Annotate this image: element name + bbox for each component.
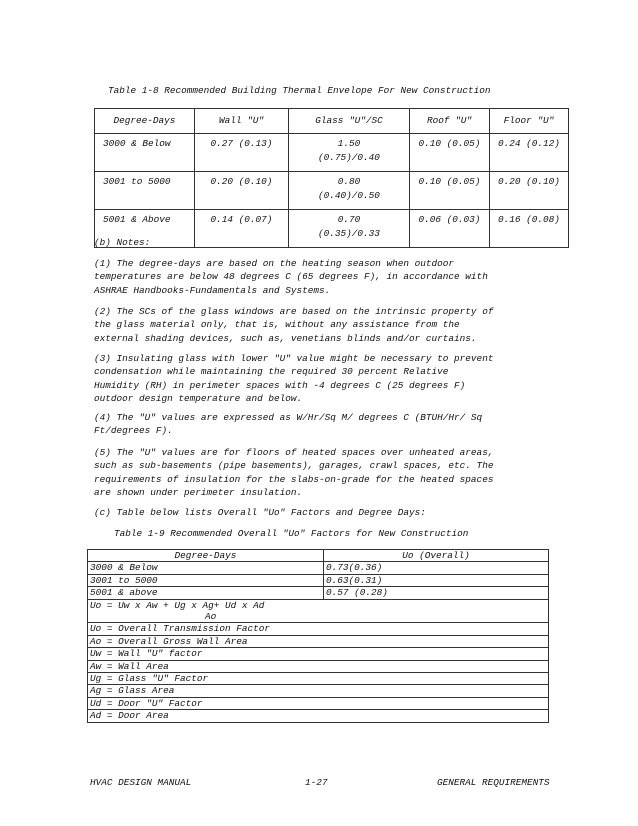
note-line: temperatures are below 48 degrees C (65 degrees F), in accordance with [94, 271, 488, 283]
notes-heading: (b) Notes: [94, 237, 151, 248]
footer-section-title: GENERAL REQUIREMENTS [437, 777, 550, 788]
wall-u-cell: 0.20 (0.10) [195, 172, 289, 210]
definition-cell: Uo = Overall Transmission Factor [88, 623, 549, 635]
note-line: Humidity (RH) in perimeter spaces with -4 degrees C (25 degrees F) [94, 379, 466, 391]
definition-row [88, 697, 549, 709]
note-5 [94, 446, 554, 499]
floor-u-cell: 0.20 (0.10) [490, 172, 569, 210]
note-line: ASHRAE Handbooks-Fundamentals and Systems. [94, 284, 331, 296]
note-line: the glass material only, that is, without any assistance from the [94, 319, 460, 331]
glass-sc-value: (0.35)/0.33 [318, 228, 380, 239]
note-line: are shown under perimeter insulation. [94, 486, 303, 498]
roof-u-cell: 0.10 (0.05) [410, 134, 490, 172]
floor-u-cell: 0.16 (0.08) [490, 210, 569, 248]
header-uo-overall: Uo (Overall) [324, 550, 549, 562]
wall-u-cell: 0.27 (0.13) [195, 134, 289, 172]
footer-page-number: 1-27 [305, 777, 328, 788]
definition-row [88, 623, 549, 635]
note-1 [94, 257, 554, 297]
note-line: condensation while maintaining the required 30 percent Relative [94, 366, 449, 378]
roof-u-cell: 0.06 (0.03) [410, 210, 490, 248]
equation-denominator: Ao [205, 611, 217, 623]
wall-u-cell: 0.14 (0.07) [195, 210, 289, 248]
floor-u-cell: 0.24 (0.12) [490, 134, 569, 172]
uo-equation [88, 599, 549, 623]
header-degree-days: Degree-Days [95, 109, 195, 134]
definition-cell: Uw = Wall "U" factor [88, 648, 549, 660]
item-c: (c) Table below lists Overall "Uo" Factors and Degree Days: [94, 507, 426, 518]
table-row [88, 587, 549, 599]
uo-cell: 0.73(0.36) [324, 562, 549, 574]
degree-days-cell: 3001 to 5000 [95, 172, 195, 210]
glass-sc-value: (0.40)/0.50 [318, 190, 380, 201]
note-3 [94, 352, 554, 405]
degree-days-cell: 3001 to 5000 [88, 574, 324, 586]
note-line: outdoor design temperature and below. [94, 392, 303, 404]
table-header-row [95, 109, 569, 134]
note-line: external shading devices, such as, venetians blinds and/or curtains. [94, 332, 477, 344]
definition-row [88, 635, 549, 647]
note-4 [94, 411, 554, 438]
header-wall-u: Wall "U" [195, 109, 289, 134]
header-glass-u-sc: Glass "U"/SC [289, 109, 410, 134]
definition-row [88, 710, 549, 722]
definition-cell: Ad = Door Area [88, 710, 549, 722]
note-2 [94, 305, 554, 345]
glass-u-sc-cell [289, 172, 410, 210]
note-line: (5) The "U" values are for floors of heated spaces over unheated areas, [94, 447, 494, 458]
glass-sc-value: (0.75)/0.40 [318, 152, 380, 163]
uo-cell: 0.63(0.31) [324, 574, 549, 586]
definition-cell: Ud = Door "U" Factor [88, 697, 549, 709]
table-row [88, 574, 549, 586]
equation-numerator: Uo = Uw x Aw + Ug x Ag+ Ud x Ad [90, 599, 265, 611]
table-header-row [88, 550, 549, 562]
note-line: (2) The SCs of the glass windows are based on the intrinsic property of [94, 306, 494, 317]
note-line: (1) The degree-days are based on the heating season when outdoor [94, 258, 455, 269]
definition-row [88, 648, 549, 660]
table-row [95, 134, 569, 172]
header-roof-u: Roof "U" [410, 109, 490, 134]
glass-u-value: 1.50 [337, 138, 361, 149]
glass-u-sc-cell [289, 134, 410, 172]
degree-days-cell: 3000 & Below [95, 134, 195, 172]
note-line: requirements of insulation for the slabs-on-grade for the heated spaces [94, 473, 494, 485]
table-1-8-title: Table 1-8 Recommended Building Thermal Envelope For New Construction [108, 85, 491, 96]
overall-uo-table [87, 549, 549, 723]
header-floor-u: Floor "U" [490, 109, 569, 134]
footer-manual-title: HVAC DESIGN MANUAL [90, 777, 192, 788]
note-line: Ft/degrees F). [94, 425, 173, 437]
definition-row [88, 660, 549, 672]
uo-cell: 0.57 (0.28) [324, 587, 549, 599]
header-degree-days: Degree-Days [88, 550, 324, 562]
note-line: (3) Insulating glass with lower "U" value might be necessary to prevent [94, 353, 494, 364]
equation-row [88, 599, 549, 623]
glass-u-value: 0.70 [337, 214, 361, 225]
definition-cell: Ag = Glass Area [88, 685, 549, 697]
degree-days-cell: 5001 & Above [95, 210, 195, 248]
table-row [88, 562, 549, 574]
definition-cell: Aw = Wall Area [88, 660, 549, 672]
definition-cell: Ug = Glass "U" Factor [88, 673, 549, 685]
roof-u-cell: 0.10 (0.05) [410, 172, 490, 210]
glass-u-value: 0.80 [337, 176, 361, 187]
table-row [95, 172, 569, 210]
definition-row [88, 685, 549, 697]
thermal-envelope-table [94, 108, 569, 248]
definition-cell: Ao = Overall Gross Wall Area [88, 635, 549, 647]
note-line: (4) The "U" values are expressed as W/Hr/Sq M/ degrees C (BTUH/Hr/ Sq [94, 412, 483, 423]
degree-days-cell: 3000 & Below [88, 562, 324, 574]
table-1-9-title: Table 1-9 Recommended Overall "Uo" Factors for New Construction [114, 528, 469, 539]
definition-row [88, 673, 549, 685]
degree-days-cell: 5001 & above [88, 587, 324, 599]
note-line: such as sub-basements (pipe basements), garages, crawl spaces, etc. The [94, 460, 494, 472]
